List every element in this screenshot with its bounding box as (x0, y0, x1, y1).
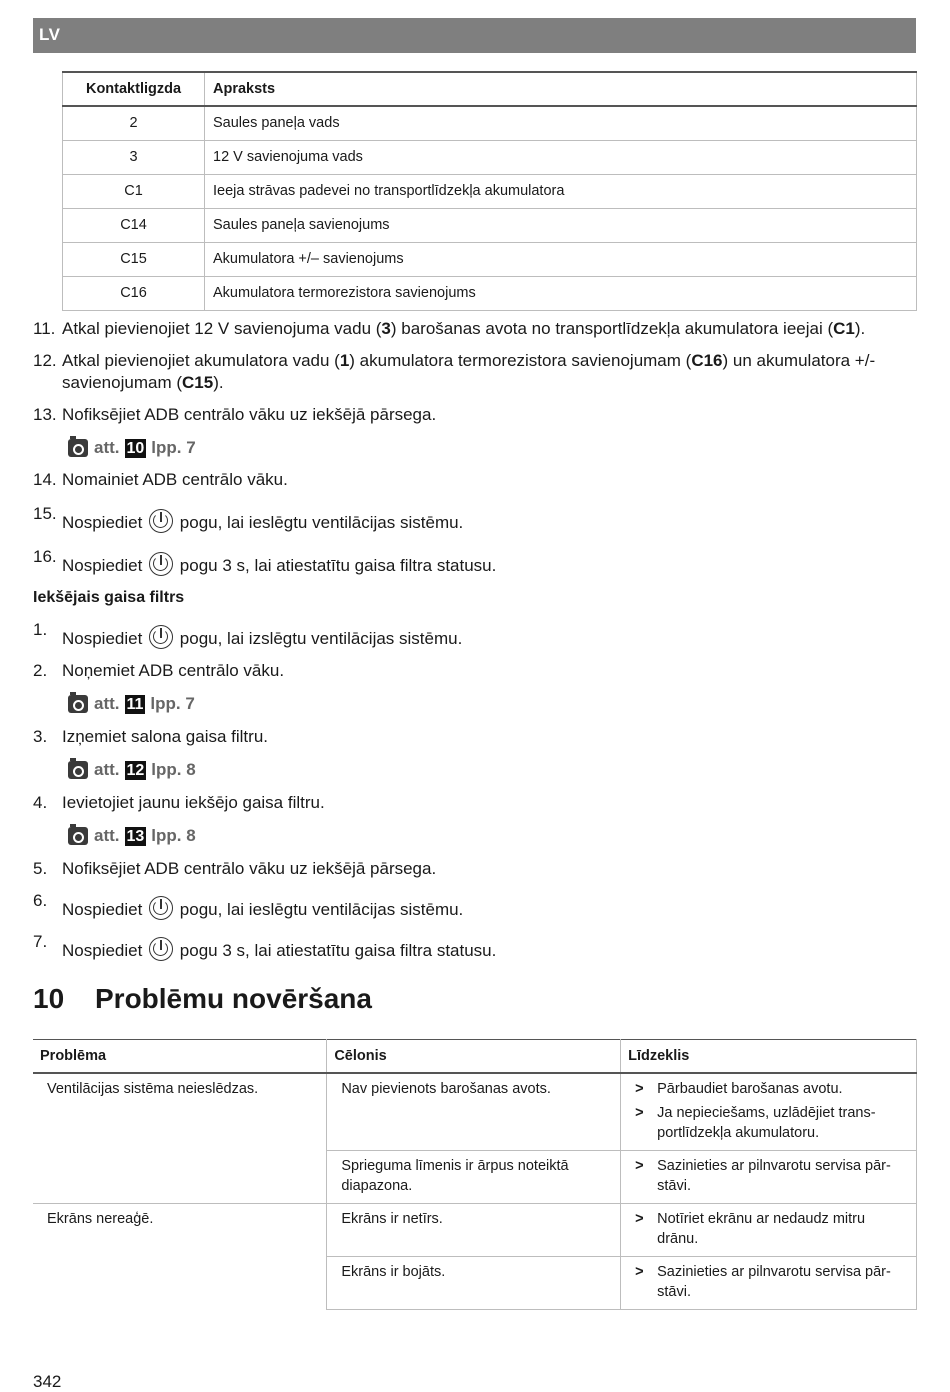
table-row (33, 1203, 917, 1256)
step-text: pogu, lai izslēgtu ventilācijas sistēmu. (179, 629, 463, 648)
step-text: ). (854, 319, 866, 338)
step-ref: C16 (691, 351, 723, 370)
remedy-cell (621, 1203, 917, 1256)
page-number: 342 (33, 1372, 62, 1391)
step-text: ) un akumulatora +/- savienojumam ( (62, 351, 876, 392)
step-14 (33, 469, 903, 491)
step-number: 15. (33, 504, 57, 523)
step-15 (33, 503, 903, 534)
figure-number: 13 (126, 827, 145, 845)
table-row (33, 1073, 917, 1151)
step-text: Nospiediet (62, 629, 143, 648)
problem-cell: Ekrāns nereaģē. (33, 1203, 327, 1309)
figure-label: att. (94, 826, 120, 845)
description-cell: Akumulatora termorezistora savienojums (205, 276, 917, 310)
figure-reference-10[interactable] (68, 436, 903, 460)
section-number: 10 (33, 983, 65, 1014)
figure-page: lpp. 8 (151, 760, 196, 779)
step-2 (33, 660, 903, 682)
step-text: Izņemiet salona gaisa filtru. (62, 727, 268, 746)
figure-page: lpp. 7 (151, 438, 196, 457)
socket-table (62, 71, 917, 311)
step-number: 11. (33, 319, 56, 338)
col-header-remedy: Līdzeklis (621, 1040, 917, 1073)
remedy-item: > Notīriet ekrānu ar nedaudz mitru drānu. (635, 1209, 902, 1249)
camera-icon (68, 439, 88, 457)
power-button-icon (149, 937, 173, 961)
step-number: 13. (33, 405, 57, 424)
step-ref: C15 (182, 373, 214, 392)
figure-page: lpp. 8 (151, 826, 196, 845)
figure-number: 10 (126, 439, 145, 457)
step-number: 3. (33, 727, 48, 746)
camera-icon (68, 695, 88, 713)
col-header-description: Apraksts (205, 72, 917, 106)
step-7 (33, 931, 903, 962)
camera-icon (68, 761, 88, 779)
step-number: 2. (33, 661, 48, 680)
step-text: pogu 3 s, lai atiestatītu gaisa filtra statusu. (179, 941, 497, 960)
power-button-icon (149, 625, 173, 649)
step-text: Nospiediet (62, 900, 143, 919)
remedy-item: > Sazinieties ar pilnvarotu servisa pārstāvi. (635, 1156, 902, 1196)
cause-cell: Sprieguma līmenis ir ārpus noteiktā diapazona. (327, 1150, 621, 1203)
step-number: 5. (33, 859, 48, 878)
description-cell: 12 V savienojuma vads (205, 140, 917, 174)
table-row (63, 276, 917, 310)
step-text: Nospiediet (62, 941, 143, 960)
step-6 (33, 890, 903, 921)
step-number: 16. (33, 547, 57, 566)
step-number: 14. (33, 470, 57, 489)
section-title: Problēmu novēršana (95, 983, 372, 1014)
step-16 (33, 546, 903, 577)
figure-label: att. (94, 760, 120, 779)
step-12 (33, 350, 903, 394)
socket-cell: C1 (63, 174, 205, 208)
figure-number: 12 (126, 761, 145, 779)
step-number: 6. (33, 891, 48, 910)
remedy-cell (621, 1256, 917, 1309)
figure-reference-12[interactable] (68, 758, 903, 782)
step-number: 4. (33, 793, 48, 812)
step-5 (33, 858, 903, 880)
step-number: 12. (33, 351, 57, 370)
section-heading (33, 983, 372, 1015)
step-text: Atkal pievienojiet 12 V savienojuma vadu ( (62, 319, 382, 338)
figure-number: 11 (126, 695, 144, 713)
table-header-row (33, 1040, 917, 1073)
description-cell: Saules paneļa vads (205, 106, 917, 140)
table-row (63, 242, 917, 276)
table-row (63, 106, 917, 140)
language-header-bar: LV (33, 18, 916, 53)
troubleshooting-table (33, 1039, 917, 1310)
socket-cell: C14 (63, 208, 205, 242)
remedy-item: > Sazinieties ar pilnvarotu servisa pārstāvi. (635, 1262, 902, 1302)
table-row (63, 174, 917, 208)
step-text: pogu, lai ieslēgtu ventilācijas sistēmu. (179, 513, 464, 532)
description-cell: Akumulatora +/– savienojums (205, 242, 917, 276)
power-button-icon (149, 552, 173, 576)
figure-reference-11[interactable] (68, 692, 903, 716)
step-number: 7. (33, 932, 48, 951)
problem-cell: Ventilācijas sistēma neieslēdzas. (33, 1073, 327, 1204)
step-text: Nofiksējiet ADB centrālo vāku uz iekšējā pārsega. (62, 405, 437, 424)
figure-label: att. (94, 438, 120, 457)
figure-page: lpp. 7 (150, 694, 195, 713)
step-4 (33, 792, 903, 814)
step-text: Nospiediet (62, 556, 143, 575)
subheading-inner-air-filter: Iekšējais gaisa filtrs (33, 589, 185, 606)
col-header-problem: Problēma (33, 1040, 327, 1073)
socket-cell: 3 (63, 140, 205, 174)
table-header-row (63, 72, 917, 106)
power-button-icon (149, 509, 173, 533)
step-1 (33, 619, 903, 650)
step-ref: C1 (833, 319, 855, 338)
instruction-steps (33, 318, 903, 962)
camera-icon (68, 827, 88, 845)
table-row (63, 140, 917, 174)
step-text: pogu, lai ieslēgtu ventilācijas sistēmu. (179, 900, 464, 919)
remedy-item: > Ja nepieciešams, uzlādējiet transportlīdzekļa akumulatoru. (635, 1103, 902, 1143)
step-text: ). (213, 373, 224, 392)
step-text: ) barošanas avota no transportlīdzekļa akumulatora ieejai ( (390, 319, 834, 338)
power-button-icon (149, 896, 173, 920)
step-text: pogu 3 s, lai atiestatītu gaisa filtra statusu. (179, 556, 497, 575)
socket-cell: C16 (63, 276, 205, 310)
remedy-item: > Pārbaudiet barošanas avotu. (635, 1079, 902, 1099)
table-row (63, 208, 917, 242)
step-3 (33, 726, 903, 748)
socket-cell: 2 (63, 106, 205, 140)
socket-cell: C15 (63, 242, 205, 276)
step-text: Noņemiet ADB centrālo vāku. (62, 661, 285, 680)
figure-label: att. (94, 694, 120, 713)
step-text: Nomainiet ADB centrālo vāku. (62, 470, 288, 489)
remedy-cell (621, 1073, 917, 1151)
figure-reference-13[interactable] (68, 824, 903, 848)
step-text: Nofiksējiet ADB centrālo vāku uz iekšējā pārsega. (62, 859, 437, 878)
description-cell: Ieeja strāvas padevei no transportlīdzekļa akumulatora (205, 174, 917, 208)
cause-cell: Ekrāns ir netīrs. (327, 1203, 621, 1256)
remedy-cell (621, 1150, 917, 1203)
step-text: Atkal pievienojiet akumulatora vadu ( (62, 351, 340, 370)
col-header-socket: Kontaktligzda (63, 72, 205, 106)
step-ref: 1 (339, 351, 350, 370)
cause-cell: Ekrāns ir bojāts. (327, 1256, 621, 1309)
step-11 (33, 318, 903, 340)
step-text: Nospiediet (62, 513, 143, 532)
col-header-cause: Cēlonis (327, 1040, 621, 1073)
cause-cell: Nav pievienots barošanas avots. (327, 1073, 621, 1151)
step-text: ) akumulatora termorezistora savienojumam ( (349, 351, 692, 370)
step-text: Ievietojiet jaunu iekšējo gaisa filtru. (62, 793, 325, 812)
step-13 (33, 404, 903, 426)
description-cell: Saules paneļa savienojums (205, 208, 917, 242)
step-number: 1. (33, 620, 48, 639)
step-ref: 3 (381, 319, 391, 338)
